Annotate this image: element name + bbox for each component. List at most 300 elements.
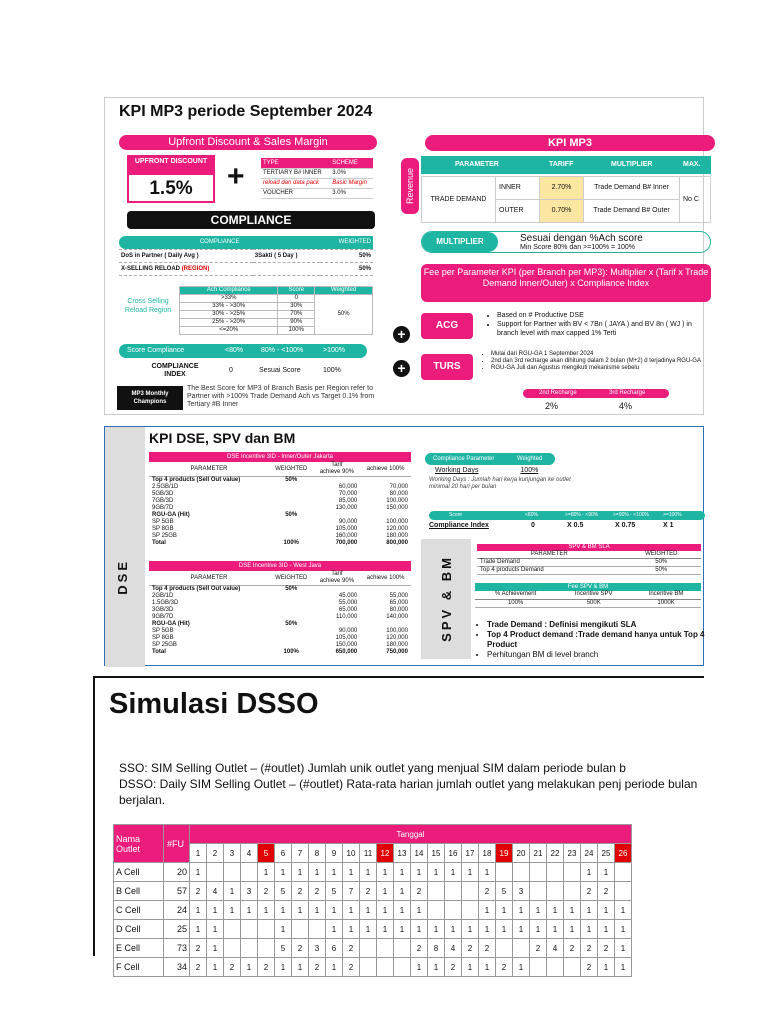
row-label: SP 5GB: [152, 628, 174, 634]
row-a100: 80,000: [389, 607, 408, 613]
day-cell: 1: [445, 863, 462, 882]
day-cell: 1: [207, 920, 224, 939]
day-cell: 1: [547, 920, 564, 939]
day-cell: 1: [394, 920, 411, 939]
table-row: [149, 540, 411, 547]
row-weight: 50%: [285, 621, 298, 627]
day-cell: 2: [411, 939, 428, 958]
working-days-note: Working Days : Jumlah hari kerja kunjungan ke outlet minimal 20 hari per bulan: [429, 477, 571, 490]
slide-simulasi-dsso: [93, 676, 704, 972]
day-cell: [428, 882, 445, 901]
turs-bullet: • 2nd dan 3rd recharge akan dihitung dalam 2 bulan (M+2) d terjadinya RGU-GA: [491, 358, 711, 365]
outlet-grid: [113, 824, 632, 977]
day-cell: 1: [530, 920, 547, 939]
day-cell: [547, 882, 564, 901]
sla-title: SPV & BM SLA: [568, 544, 610, 550]
multiplier-label: MULTIPLIER: [422, 232, 498, 252]
row-a90: 650,000: [335, 649, 358, 655]
day-cell: [496, 863, 513, 882]
table-row: [114, 882, 632, 901]
weighted-header: Weighted: [315, 287, 373, 295]
day-cell: [258, 939, 275, 958]
type-cell: reload dan data pack: [261, 178, 330, 188]
day-header: 21: [530, 844, 547, 863]
day-cell: [530, 958, 547, 977]
day-cell: 1: [598, 863, 615, 882]
day-cell: 2: [479, 939, 496, 958]
spv-bullets: [477, 620, 705, 660]
row-weight: [269, 607, 313, 614]
fee-col: Incentive SPV: [574, 591, 613, 598]
day-cell: 1: [496, 920, 513, 939]
table-row: [114, 920, 632, 939]
multiplier-subtext: Min Score 80% dan >=100% = 100%: [520, 244, 635, 251]
day-cell: 1: [411, 901, 428, 920]
day-cell: 1: [377, 863, 394, 882]
row-label: Total: [152, 540, 166, 546]
day-cell: 2: [224, 958, 241, 977]
ach-score: 100%: [278, 327, 315, 335]
spv-sla-table: [477, 544, 701, 575]
type-cell: TERTIARY B# INNER: [261, 168, 330, 178]
day-cell: 1: [394, 882, 411, 901]
score-range: >=90% - <100%: [613, 512, 649, 518]
day-cell: 2: [309, 882, 326, 901]
acg-label: ACG: [421, 313, 473, 339]
day-cell: 2: [530, 939, 547, 958]
upfront-value: 1.5%: [149, 178, 193, 199]
table-row: [149, 635, 411, 642]
turs-bullet: • RGU-GA Juli dan Agustus mengikuti mekanisme sebelu: [491, 365, 711, 372]
day-cell: 4: [207, 882, 224, 901]
day-cell: 1: [377, 882, 394, 901]
turs-bullets: [483, 351, 711, 372]
dse-jakarta-table: [149, 452, 411, 547]
day-header: 20: [513, 844, 530, 863]
day-cell: 5: [326, 882, 343, 901]
col-a90: Tarif achieve 90%: [313, 462, 360, 477]
day-cell: 1: [292, 901, 309, 920]
day-cell: 1: [479, 920, 496, 939]
ci-value: X 0.5: [567, 522, 584, 529]
row-label: SP 25GB: [152, 533, 177, 539]
day-cell: 1: [462, 958, 479, 977]
row-a90: 45,000: [338, 593, 358, 599]
ci-value: 0: [531, 522, 535, 529]
day-header: 9: [326, 844, 343, 863]
row-a90: 60,000: [338, 484, 358, 490]
day-cell: 1: [598, 901, 615, 920]
recharge-value: 4%: [619, 401, 633, 411]
row-label: Top 4 products (Sell Out value): [152, 586, 241, 592]
day-cell: 1: [343, 920, 360, 939]
day-cell: 1: [445, 920, 462, 939]
day-cell: 1: [530, 901, 547, 920]
day-cell: [445, 882, 462, 901]
day-cell: 1: [343, 901, 360, 920]
day-cell: 1: [258, 901, 275, 920]
table-title: DSE Incentive 3ID - West Java: [149, 561, 411, 571]
row-a100: 65,000: [389, 600, 408, 606]
compliance-header: COMPLIANCE: [119, 236, 320, 249]
day-cell: 2: [190, 882, 207, 901]
tariff-col: TARIFF: [549, 161, 574, 168]
sla-param: Trade Demand: [480, 559, 520, 565]
day-cell: 1: [190, 901, 207, 920]
table-row: [149, 512, 411, 519]
day-cell: 1: [292, 958, 309, 977]
ach-weight: 50%: [315, 295, 373, 335]
row-a100: 180,000: [386, 642, 408, 648]
day-cell: 4: [547, 939, 564, 958]
cp-label: Compliance Parameter: [433, 456, 495, 462]
day-cell: 2: [496, 958, 513, 977]
col-tarif: Tarif: [331, 571, 343, 577]
day-cell: [530, 863, 547, 882]
outlet-name: D Cell: [114, 920, 164, 939]
day-cell: 1: [428, 863, 445, 882]
trade-type: OUTER: [496, 200, 540, 223]
row-weight: 100%: [283, 649, 299, 655]
dse-westjava-table: [149, 561, 411, 656]
day-cell: 2: [343, 958, 360, 977]
day-cell: 1: [326, 958, 343, 977]
day-cell: [258, 920, 275, 939]
ach-range: >33%: [180, 295, 278, 303]
day-cell: 2: [581, 882, 598, 901]
col-tarif: Tarif: [331, 462, 343, 468]
day-cell: 2: [445, 958, 462, 977]
row-a100: [360, 477, 411, 485]
ci-value: Sesuai Score: [259, 367, 301, 374]
day-cell: 1: [275, 920, 292, 939]
ach-score: 0: [278, 295, 315, 303]
fee-value: 100%: [507, 599, 524, 606]
row-a100: 750,000: [386, 649, 408, 655]
day-cell: [428, 901, 445, 920]
day-header: 6: [275, 844, 292, 863]
row-weight: [269, 491, 313, 498]
scheme-cell: Basic Margin: [330, 178, 373, 188]
day-cell: 1: [479, 901, 496, 920]
day-cell: [462, 882, 479, 901]
fee-value: 500K: [586, 599, 601, 606]
day-header: 24: [581, 844, 598, 863]
recharge-label: 3rd Recharge: [609, 390, 646, 396]
row-a90: [313, 512, 360, 519]
row-label: 2GB/1D: [152, 593, 174, 599]
table-row: [149, 498, 411, 505]
row-a90: 105,000: [335, 635, 358, 641]
table-row: [149, 484, 411, 491]
day-cell: 1: [241, 901, 258, 920]
fee-col: % Achievement: [494, 591, 537, 598]
day-header: 16: [445, 844, 462, 863]
day-header: 1: [190, 844, 207, 863]
compliance-param-detail: 3Sakti ( 5 Day ): [253, 249, 321, 262]
table-row: [149, 621, 411, 628]
day-cell: 2: [581, 939, 598, 958]
day-cell: 2: [258, 958, 275, 977]
scheme-header: SCHEME: [330, 158, 373, 168]
dsso-definition: DSSO: Daily SIM Selling Outlet – (#outlet) Rata-rata harian jumlah outlet yang melakukan penj periode bulan berjalan.: [119, 777, 698, 807]
fee-col: Incentive BM: [648, 591, 684, 598]
day-cell: 2: [292, 882, 309, 901]
day-cell: 1: [564, 920, 581, 939]
slide-title: Simulasi DSSO: [109, 688, 319, 720]
day-header: 14: [411, 844, 428, 863]
row-a90: 90,000: [338, 519, 358, 525]
day-cell: 1: [258, 863, 275, 882]
row-a90: 85,000: [338, 498, 358, 504]
row-label: 1.5GB/3D: [152, 600, 179, 606]
day-cell: [224, 939, 241, 958]
type-cell: VOUCHER: [261, 188, 330, 198]
day-cell: [530, 882, 547, 901]
scheme-cell: 3.0%: [330, 168, 373, 178]
day-cell: 2: [462, 939, 479, 958]
day-cell: 6: [326, 939, 343, 958]
spv-bullet: • Trade Demand : Definisi mengikuti SLA: [487, 620, 705, 630]
day-header: 11: [360, 844, 377, 863]
multiplier-text: Sesuai dengan %Ach score: [520, 233, 643, 244]
sla-col: PARAMETER: [530, 551, 568, 557]
row-weight: [269, 642, 313, 649]
table-title: DSE Incentive 3ID - Inner/Outer Jakarta: [149, 452, 411, 462]
mp3-champions-badge: MP3 Monthly Champions: [117, 386, 183, 410]
day-cell: 3: [309, 939, 326, 958]
table-row: [149, 519, 411, 526]
day-cell: [224, 920, 241, 939]
day-cell: 1: [394, 901, 411, 920]
day-cell: 2: [190, 939, 207, 958]
day-cell: [445, 901, 462, 920]
day-cell: 1: [513, 920, 530, 939]
day-cell: 1: [207, 901, 224, 920]
row-a100: [360, 512, 411, 519]
day-cell: [224, 863, 241, 882]
row-weight: [269, 635, 313, 642]
table-row: [149, 505, 411, 512]
day-header: 13: [394, 844, 411, 863]
row-weight: 50%: [285, 586, 298, 592]
day-header: 12: [377, 844, 394, 863]
slide-title: KPI DSE, SPV dan BM: [149, 430, 296, 446]
row-a90: [313, 621, 360, 628]
col-param: PARAMETER: [149, 571, 269, 586]
col-a90: Tarif achieve 90%: [313, 571, 360, 586]
ach-range: <=20%: [180, 327, 278, 335]
day-header: 4: [241, 844, 258, 863]
day-header: 2: [207, 844, 224, 863]
day-cell: [615, 882, 632, 901]
row-a90: [313, 477, 360, 485]
acg-bullets: [487, 311, 707, 338]
outlet-fu: 25: [164, 920, 190, 939]
table-row: [149, 600, 411, 607]
row-label: 2.5GB/1D: [152, 484, 179, 490]
row-a90: 150,000: [335, 642, 358, 648]
fee-value: 1000K: [657, 599, 675, 606]
day-cell: [207, 863, 224, 882]
day-cell: 1: [275, 863, 292, 882]
row-label: Total: [152, 649, 166, 655]
compliance-index-row: [429, 522, 705, 532]
day-cell: 1: [224, 882, 241, 901]
day-cell: 2: [360, 882, 377, 901]
row-label: RGU-GA (Hit): [152, 621, 190, 627]
day-cell: 8: [428, 939, 445, 958]
score-label: Score Compliance: [127, 347, 185, 354]
type-table: [261, 158, 373, 199]
table-row: [149, 628, 411, 635]
day-cell: 2: [309, 958, 326, 977]
row-label: SP 5GB: [152, 519, 174, 525]
row-a100: 140,000: [386, 614, 408, 620]
ci-value: 0: [229, 367, 233, 374]
table-row: [149, 649, 411, 656]
compliance-param-bar: [425, 453, 555, 465]
day-cell: 2: [190, 958, 207, 977]
row-a90: 130,000: [335, 505, 358, 511]
trade-demand-label: TRADE DEMAND: [422, 177, 496, 223]
day-cell: [241, 920, 258, 939]
multiplier-col: MULTIPLIER: [611, 161, 653, 168]
trade-demand-table: [421, 176, 711, 223]
score-label: Score: [449, 512, 463, 518]
row-a100: 100,000: [386, 498, 408, 504]
day-cell: [360, 939, 377, 958]
sla-col: WEIGHTED: [645, 551, 678, 557]
dse-label: DSE: [115, 559, 130, 595]
day-cell: 1: [581, 901, 598, 920]
day-cell: [513, 863, 530, 882]
col-fu: #FU: [164, 825, 190, 863]
score-range: 80% - <100%: [261, 347, 304, 354]
day-cell: 1: [598, 958, 615, 977]
ci-label: COMPLIANCE INDEX: [151, 363, 199, 378]
sso-definition: SSO: SIM Selling Outlet – (#outlet) Jumlah unik outlet yang menjual SIM dalam periode bulan b: [119, 761, 626, 775]
day-header: 3: [224, 844, 241, 863]
row-a100: 100,000: [386, 519, 408, 525]
scheme-cell: 3.0%: [330, 188, 373, 198]
day-cell: [394, 958, 411, 977]
compliance-table: [119, 236, 373, 276]
day-header: 8: [309, 844, 326, 863]
plus-circle-icon: +: [393, 326, 410, 343]
revenue-label: Revenue: [401, 158, 419, 214]
row-weight: [269, 614, 313, 621]
day-cell: 2: [479, 882, 496, 901]
definition-text: [119, 760, 719, 808]
compliance-param: [119, 262, 253, 275]
spv-bm-label: SPV & BM: [439, 555, 454, 642]
param-header: [421, 156, 711, 174]
day-cell: 2: [598, 882, 615, 901]
row-label: SP 8GB: [152, 526, 174, 532]
day-cell: [496, 939, 513, 958]
table-row: [149, 607, 411, 614]
weighted-header: WEIGHTED: [320, 236, 373, 249]
day-cell: 1: [564, 901, 581, 920]
day-cell: 1: [275, 958, 292, 977]
day-header: 10: [343, 844, 360, 863]
ach-range: 33% - >30%: [180, 303, 278, 311]
outlet-name: E Cell: [114, 939, 164, 958]
ach-score: 70%: [278, 311, 315, 319]
outlet-fu: 34: [164, 958, 190, 977]
day-cell: 1: [275, 901, 292, 920]
day-header: 7: [292, 844, 309, 863]
col-a100: achieve 100%: [360, 571, 411, 586]
day-cell: 1: [190, 920, 207, 939]
col-weight: WEIGHTED: [269, 571, 313, 586]
row-label: SP 25GB: [152, 642, 177, 648]
day-cell: 1: [581, 863, 598, 882]
day-cell: 1: [513, 901, 530, 920]
row-a100: 150,000: [386, 505, 408, 511]
table-row: [114, 901, 632, 920]
region-label: (REGION): [181, 265, 210, 272]
ach-header: Ach Compliance: [180, 287, 278, 295]
day-cell: 1: [479, 958, 496, 977]
day-cell: 1: [411, 958, 428, 977]
day-cell: 1: [360, 863, 377, 882]
row-weight: [269, 533, 313, 540]
upfront-banner: Upfront Discount & Sales Margin: [119, 135, 377, 150]
score-range: >=80% - <90%: [565, 512, 599, 518]
day-cell: 1: [326, 901, 343, 920]
row-a90: 90,000: [338, 628, 358, 634]
col-name: Nama Outlet: [114, 825, 164, 863]
day-cell: 1: [326, 863, 343, 882]
day-cell: 1: [496, 901, 513, 920]
slide-title: KPI MP3 periode September 2024: [119, 103, 373, 120]
day-header: 25: [598, 844, 615, 863]
day-cell: 1: [326, 920, 343, 939]
day-cell: 1: [428, 958, 445, 977]
row-label: 5GB/3D: [152, 491, 174, 497]
row-a90: [313, 586, 360, 594]
row-weight: 50%: [285, 512, 298, 518]
ach-score: 30%: [278, 303, 315, 311]
ci-value: 100%: [323, 367, 341, 374]
row-a100: 100,000: [386, 628, 408, 634]
day-cell: 1: [513, 958, 530, 977]
compliance-param: DoS in Partner ( Daily Avg ): [119, 249, 253, 262]
day-cell: 2: [598, 939, 615, 958]
row-weight: [269, 498, 313, 505]
day-cell: 1: [547, 901, 564, 920]
outlet-name: B Cell: [114, 882, 164, 901]
day-cell: 2: [258, 882, 275, 901]
day-cell: 1: [207, 958, 224, 977]
sla-param: Top 4 products Demand: [480, 567, 544, 573]
dse-sidebar: [105, 427, 145, 667]
day-header: 15: [428, 844, 445, 863]
row-a100: 800,000: [386, 540, 408, 546]
day-cell: 2: [292, 939, 309, 958]
slide-kpi-mp3: [104, 97, 709, 415]
table-row: [149, 593, 411, 600]
ach-score: 90%: [278, 319, 315, 327]
day-cell: [292, 920, 309, 939]
row-a90: 105,000: [335, 526, 358, 532]
col-a100: achieve 100%: [360, 462, 411, 477]
table-row: [149, 614, 411, 621]
day-cell: 1: [581, 920, 598, 939]
day-cell: 1: [207, 939, 224, 958]
